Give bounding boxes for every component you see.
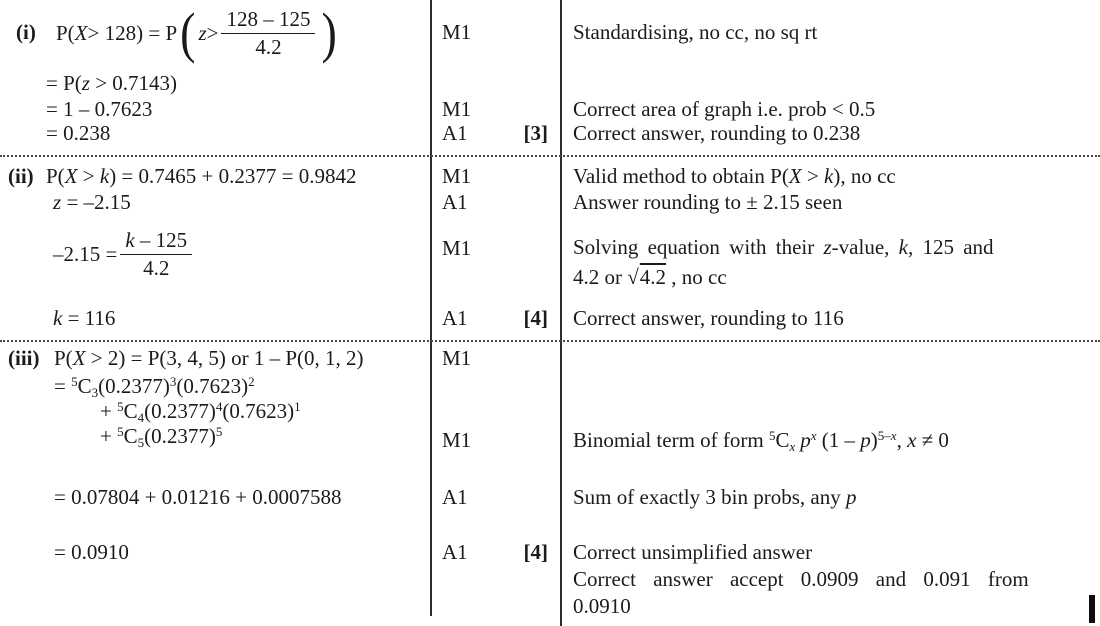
mark-iii-m2: M1 bbox=[442, 428, 472, 452]
note-iii-4: Correct answer accept 0.0909 and 0.091 from bbox=[573, 567, 1029, 591]
open-paren: ( bbox=[180, 1, 196, 64]
note-ii-3: Solving equation with their z-value, k, 125 and bbox=[573, 235, 994, 259]
part-iii-work-line-2: = $^5C_3(0.2377)^3(0.7623)^2$ bbox=[54, 374, 255, 400]
part-i-work-line-4: = 0.238 bbox=[46, 121, 111, 145]
note-i-1: Standardising, no cc, no sq rt bbox=[573, 20, 818, 44]
mark-iii-m1: M1 bbox=[442, 346, 472, 370]
mark-i-m1: M1 bbox=[442, 20, 472, 44]
note-ii-5: Correct answer, rounding to 116 bbox=[573, 306, 844, 330]
part-iii-work-line-5: = 0.07804 + 0.01216 + 0.0007588 bbox=[54, 485, 342, 509]
note-i-2: Correct area of graph i.e. prob < 0.5 bbox=[573, 97, 876, 121]
mark-i-total: [3] bbox=[523, 121, 548, 145]
note-ii-4: 4.2 or √4.2 , no cc bbox=[573, 265, 727, 289]
mark-ii-m2: M1 bbox=[442, 236, 472, 260]
note-ii-2: Answer rounding to ± 2.15 seen bbox=[573, 190, 843, 214]
part-i-work-line-1: P( X > 128) = P ( z > $\frac{128 - 125}{4.2}$ ) bbox=[56, 1, 337, 64]
scan-artifact-bar bbox=[1089, 595, 1095, 623]
section-divider-1 bbox=[0, 155, 1100, 157]
part-iii-work-line-3: + $^5C_4(0.2377)^4(0.7623)^1$ bbox=[100, 399, 301, 425]
part-iii-label: (iii) bbox=[8, 346, 40, 370]
mark-ii-total: [4] bbox=[523, 306, 548, 330]
divider-working-marks bbox=[430, 0, 432, 616]
part-ii-work-line-2: z = –2.15 bbox=[53, 190, 131, 214]
note-iii-1: Binomial term of form $^5C_x$ $p^x$ (1 – p)$^{5-x}$, x ≠ 0 bbox=[573, 428, 949, 454]
close-paren: ) bbox=[321, 1, 337, 64]
note-ii-1: Valid method to obtain P(X > k), no cc bbox=[573, 164, 896, 188]
note-iii-5: 0.0910 bbox=[573, 594, 631, 618]
mark-i-a1: A1 bbox=[442, 121, 468, 145]
part-i-work-line-3: = 1 – 0.7623 bbox=[46, 97, 153, 121]
fraction: $\frac{128 - 125}{4.2}$ bbox=[221, 8, 315, 59]
fraction: $\frac{k - 125}{4.2}$ bbox=[120, 229, 192, 280]
mark-ii-a2: A1 bbox=[442, 306, 468, 330]
mark-iii-a2: A1 bbox=[442, 540, 468, 564]
note-i-3: Correct answer, rounding to 0.238 bbox=[573, 121, 861, 145]
part-iii-work-line-4: + $^5C_5(0.2377)^5$ bbox=[100, 424, 223, 450]
part-i-work-line-2: = P(z > 0.7143) bbox=[46, 71, 178, 95]
mark-iii-total: [4] bbox=[523, 540, 548, 564]
mark-ii-m1: M1 bbox=[442, 164, 472, 188]
divider-marks-comments bbox=[560, 0, 562, 626]
part-iii-work-line-1: P(X > 2) = P(3, 4, 5) or 1 – P(0, 1, 2) bbox=[54, 346, 364, 370]
part-iii-work-line-6: = 0.0910 bbox=[54, 540, 129, 564]
section-divider-2 bbox=[0, 340, 1100, 342]
mark-iii-a1: A1 bbox=[442, 485, 468, 509]
part-ii-work-line-1: P(X > k) = 0.7465 + 0.2377 = 0.9842 bbox=[46, 164, 357, 188]
mark-ii-a1: A1 bbox=[442, 190, 468, 214]
part-i-label: (i) bbox=[16, 20, 36, 44]
mark-i-m2: M1 bbox=[442, 97, 472, 121]
part-ii-work-line-4: k = 116 bbox=[53, 306, 116, 330]
part-ii-label: (ii) bbox=[8, 164, 34, 188]
radical-sign: √ bbox=[627, 265, 639, 289]
note-iii-3: Correct unsimplified answer bbox=[573, 540, 813, 564]
note-iii-2: Sum of exactly 3 bin probs, any p bbox=[573, 485, 857, 509]
part-ii-work-line-3: –2.15 = $\frac{k - 125}{4.2}$ bbox=[53, 224, 195, 284]
